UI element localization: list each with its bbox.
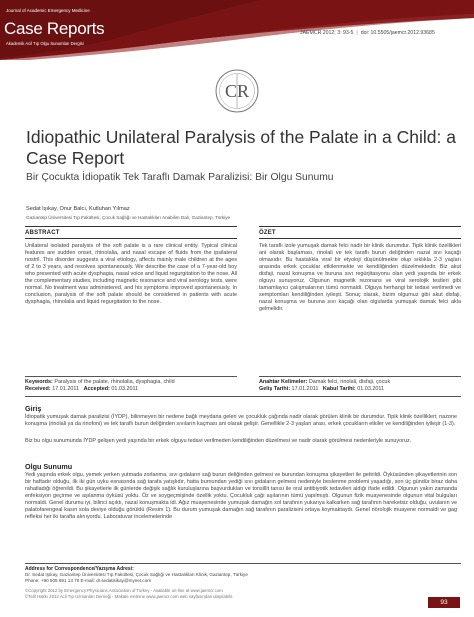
received-label: Received: bbox=[25, 386, 51, 392]
affiliation: Gaziantep Üniversitesi Tıp Fakültesi, Çocuk Sağlığı ve Hastalıkları Anabilim Dalı, Gaziantep, Türkiye bbox=[26, 215, 231, 220]
divider bbox=[25, 396, 461, 397]
keywords-block bbox=[25, 379, 237, 393]
divider bbox=[259, 376, 461, 377]
caduceus-monogram-icon bbox=[214, 68, 260, 114]
kabul-tarihi: 01.03.2011 bbox=[357, 386, 385, 392]
gelis-tarihi-label: Geliş Tarihi: bbox=[259, 386, 291, 392]
abstract-heading: ABSTRACT bbox=[25, 226, 237, 239]
copyright-english: ©Copyright 2012 by Emergency Physicians Association of Turkey - Available on-line at www.jaemcr.com bbox=[25, 588, 223, 593]
abstract-text: Unilateral isolated paralysis of the soft palate is a rare clinical entity. Typical clinical features are sudden onset, rhinolalia, and nasal escape of fluids from the ipsilateral nostril. This disorder suggests a viral etiology, affects mainly male children at the ages of 2 to 3 years, and resolves spontaneously. We describe the case of a 7-year-old boy who presented with acute dysphagia, nasal voice and liquid regurgitation to the nose. All the complementary studies, including magnetic resonance and viral serology tests, were normal. No treatment was administered, and his symptoms improved spontaneously. In conclusion, paralysis of the soft palate should be considered in patients with acute dysphagia, rhinolalia and liquid regurgitation to the nose. bbox=[25, 243, 237, 306]
intro-heading: Giriş bbox=[25, 404, 42, 413]
journal-name-small: Journal of Academic Emergency Medicine bbox=[6, 8, 90, 13]
case-text: Yedi yaşında erkek olgu, yemek yerken yutmada zorlanma, sıvı gıdaların sağ burun deliğinden gelmesi ve burundan konuşma şikayetleri ile getirildi. Öyküsünden şikayetlerinin son bir haftadır olduğu, ilk iki gün uyku esnasında sağ tarafa yatışlıdır, hatta burnundan yediği sıvı gıdaların gelmesi nedeniyle beslenme problemi yaşadığı, son üç gündür biraz daha rahatladığı öğrenildi. Bu şikayetlerle ilk günlerde değişik sağlık kuruluşlarına başvurdukları ve tonsillit tanısı ile oral antibiyotik tedavileri aldığı ifade edildi. Olgunun yakın zamanda enfeksiyon geçirme ve aşılanma öyküsü yoktu. Öz ve soygeçmişinde özellik yoktu. Çocukluk çağı aşılarının tümü yapılmıştı. Olgunun fizik muayenesinde olgunun vital bulguları normaldi. Genel durumu iyi, bilinci açıktı, nazal konuşmakta idi. Ağız muayenesinde yumuşak damağın sol tarafının yukarıya kalkarken sağ tarafının hareketsiz olduğu, uvulanın ve palatofarengeal kasın sola deviye olduğu görüldü (Resim 1). Bu durum yumuşak damağın sağ tarafının paralizisini ortaya koymaktaydı. Genel nörolojik muayene normaldi ve gag refleksi her iki tarafta alınıyordu. Laboratuvar incelemelerinde bbox=[25, 472, 457, 521]
correspondence-address: Dr. Sedat Işıkay, Gaziantep Üniversitesi Tıp Fakültesi, Çocuk Sağlığı ve Hastalıkları Klinik, Gaziantep, Türkiye bbox=[25, 572, 248, 577]
journal-name-turkish: Akademik Acil Tıp Olgu Sunumları Dergisi bbox=[6, 41, 84, 46]
keywords-label: Keywords: bbox=[25, 379, 53, 385]
anahtar-kelimeler-block bbox=[259, 379, 461, 393]
article-title: Idiopathic Unilateral Paralysis of the Palate in a Child: a Case Report bbox=[26, 127, 456, 168]
ozet-heading: ÖZET bbox=[259, 226, 461, 239]
section-title: Case Reports bbox=[4, 19, 105, 38]
copyright-turkish: ©Telif Hakkı 2012 Acil Tıp Uzmanları Derneği - Makale metnine www.jaemcr.com web sayfasından ulaşılabilir. bbox=[25, 593, 234, 599]
accepted-date: 01.03.2011 bbox=[111, 386, 139, 392]
logo-letters: CR bbox=[224, 81, 250, 101]
ozet-column bbox=[259, 226, 461, 392]
anahtar-kelimeler: Damak felci, rinolali, disfaji, çocuk bbox=[308, 379, 391, 385]
correspondence-footnote bbox=[25, 566, 457, 584]
correspondence-contact: Phone: +90 505 691 13 70 E-mail: dr.sedatisikay@mynet.com bbox=[25, 578, 152, 583]
ozet-text: Tek taraflı izole yumuşak damak felci nadir bir klinik durumdur. Tipik klinik özellikleri ani olarak başlaması, rinolali ve tek taraflı burun deliğinden nazal sıvı kaçağı olmasıdır. Bu hastalıkla viral bir etyoloji düşünülmekte olup sıklıkla 2-3 yaşları arasında erkek çocuklar etkilenmekte ve kendiliğinden düzelmektedir. Biz akut disfaji, nazal konuşma ve buruna sıvı regürjitasyonu olan yedi yaşında bir erkek olguyu sunuyoruz. Olgunun magnetik rezonans ve viral serolojik testleri gibi tamamlayıcı çalışmalarının tümü normaldi. Olguya herhangi bir tedavi verilmedi ve semptomları kendiliğinden iyileşti. Sonuç olarak, bizim olgumuz gibi akut disfaji, nazal konuşma ve buruna sıvı kaçağı olan olgularda yumuşak damak felci akla gelmelidir. bbox=[259, 243, 461, 313]
correspondence-title: Address for Correspondence/Yazışma Adresi: bbox=[25, 566, 134, 572]
authors: Sedat Işıkay, Onur Balcı, Kutluhan Yılmaz bbox=[26, 206, 130, 212]
divider bbox=[25, 376, 237, 377]
abstract-column bbox=[25, 226, 237, 392]
gelis-tarihi: 17.01.2011 bbox=[291, 386, 319, 392]
received-date: 17.01.2011 bbox=[52, 386, 80, 392]
case-heading: Olgu Sunumu bbox=[25, 462, 73, 471]
doi-link[interactable]: doi: 10.5505/jaemcr.2012.93685 bbox=[360, 30, 435, 36]
kabul-tarihi-label: Kabul Tarihi: bbox=[322, 386, 356, 392]
journal-reference: JAEMCR 2012; 3: 93-5 bbox=[300, 30, 354, 36]
article-subtitle-turkish: Bir Çocukta İdiopatik Tek Taraflı Damak Paralizisi: Bir Olgu Sunumu bbox=[26, 172, 334, 183]
citation-line: JAEMCR 2012; 3: 93-5 | doi: 10.5505/jaemcr.2012.93685 bbox=[300, 30, 435, 36]
anahtar-kelimeler-label: Anahtar Kelimeler: bbox=[259, 379, 308, 385]
accepted-label: Accepted: bbox=[83, 386, 110, 392]
intro-paragraph-1: İdiopatik yumuşak damak paralizisi (İYDP), bilinmeyen bir nedene bağlı meydana gelen ve çocukluk çağında nadir olarak görülen klinik bir durumdur. Tipik klinik özellikleri; nazone konuşma (rinolali ya da rinofoni) ve tek taraflı burun deliğinden sıvıların kaçması ani olarak gelişir. Genellikle 2-3 yaşları arası, erkek çocukların etkiler ve kendiliğinden iyileşir (1-3). bbox=[25, 414, 457, 428]
page-number: 93 bbox=[428, 597, 460, 608]
divider bbox=[25, 563, 461, 564]
intro-paragraph-2: Biz bu olgu sunumunda İYDP gelişen yedi yaşında bir erkek olguyu tedavi verilmeden kendiliğinden düzelmesi ve nadir olarak görülmesi nedenleriyle sunuyoruz. bbox=[25, 438, 412, 444]
copyright-notice bbox=[25, 588, 445, 600]
keywords: Paralysis of the palate, rhinolalia, dysphagia, child bbox=[54, 379, 175, 385]
